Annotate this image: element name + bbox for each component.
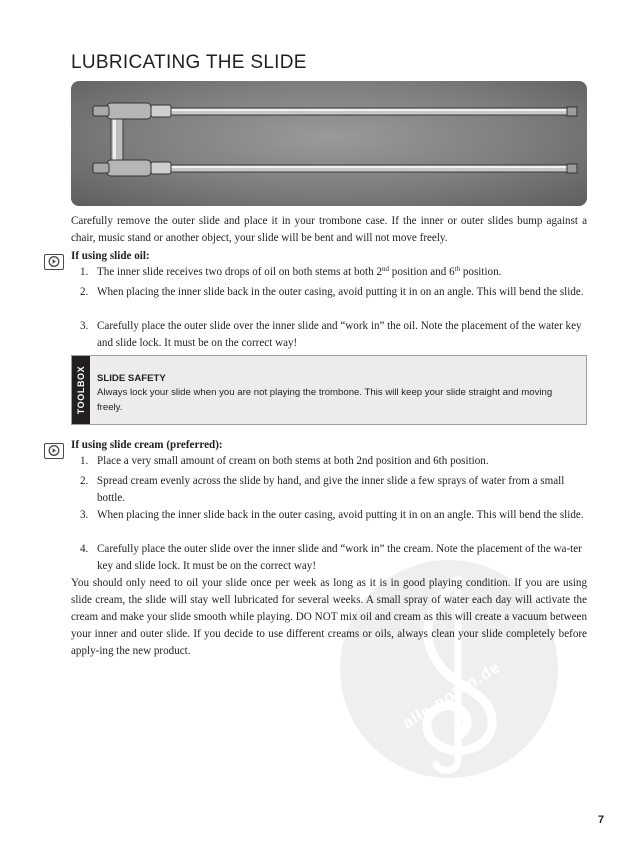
toolbox-title: SLIDE SAFETY	[97, 373, 166, 384]
toolbox-tab: TOOLBOX	[72, 356, 90, 424]
closing-paragraph: You should only need to oil your slide once per week as long as it is in good playing condition. If you are using slide cream, the slide will stay well lubricated for several weeks. A small spray of water each day will activate the cream and make your slide smooth while playing. DO NOT mix oil and cream as this will create a vacuum between your inner and outer slide. If you decide to use different creams or oils, always clean your slide completely before apply-ing the new product.	[71, 577, 587, 657]
play-button-icon[interactable]	[44, 443, 64, 459]
cream-section-heading: If using slide cream (preferred):	[71, 439, 223, 451]
page-number: 7	[598, 814, 605, 826]
toolbox-callout	[71, 355, 587, 425]
trombone-slide-photo	[71, 81, 587, 206]
list-item: 4. Carefully place the outer slide over the inner slide and “work in” the cream. Note the placement of the wa-ter key and slide lock. It must be on the correct way!	[80, 543, 582, 572]
list-item: 1. Place a very small amount of cream on both stems at both 2nd position and 6th position.	[80, 455, 489, 467]
list-item: 3. When placing the inner slide back in the outer casing, avoid putting it in on an angle. This will bend the slide.	[80, 509, 584, 521]
list-item: 2. When placing the inner slide back in the outer casing, avoid putting it in on an angle. This will bend the slide.	[80, 286, 584, 298]
play-button-icon[interactable]	[44, 254, 64, 270]
list-item: 3. Carefully place the outer slide over the inner slide and “work in” the oil. Note the placement of the water key and slide lock. It must be on the correct way!	[80, 320, 582, 349]
oil-section-heading: If using slide oil:	[71, 250, 150, 262]
list-item: 2. Spread cream evenly across the slide by hand, and give the inner slide a few sprays of water from a small bottle.	[80, 475, 565, 504]
watermark-text: alle-noten.de	[400, 658, 504, 733]
page-title: LUBRICATING THE SLIDE	[71, 52, 307, 73]
list-item: 1. The inner slide receives two drops of oil on both stems at both 2nd position and 6th position.	[80, 265, 502, 278]
intro-paragraph: Carefully remove the outer slide and place it in your trombone case. If the inner or outer slides bump against a chair, music stand or another object, your slide will be bent and will not move freely.	[71, 215, 587, 244]
toolbox-body: Always lock your slide when you are not playing the trombone. This will keep your slide straight and moving freely.	[97, 387, 553, 413]
